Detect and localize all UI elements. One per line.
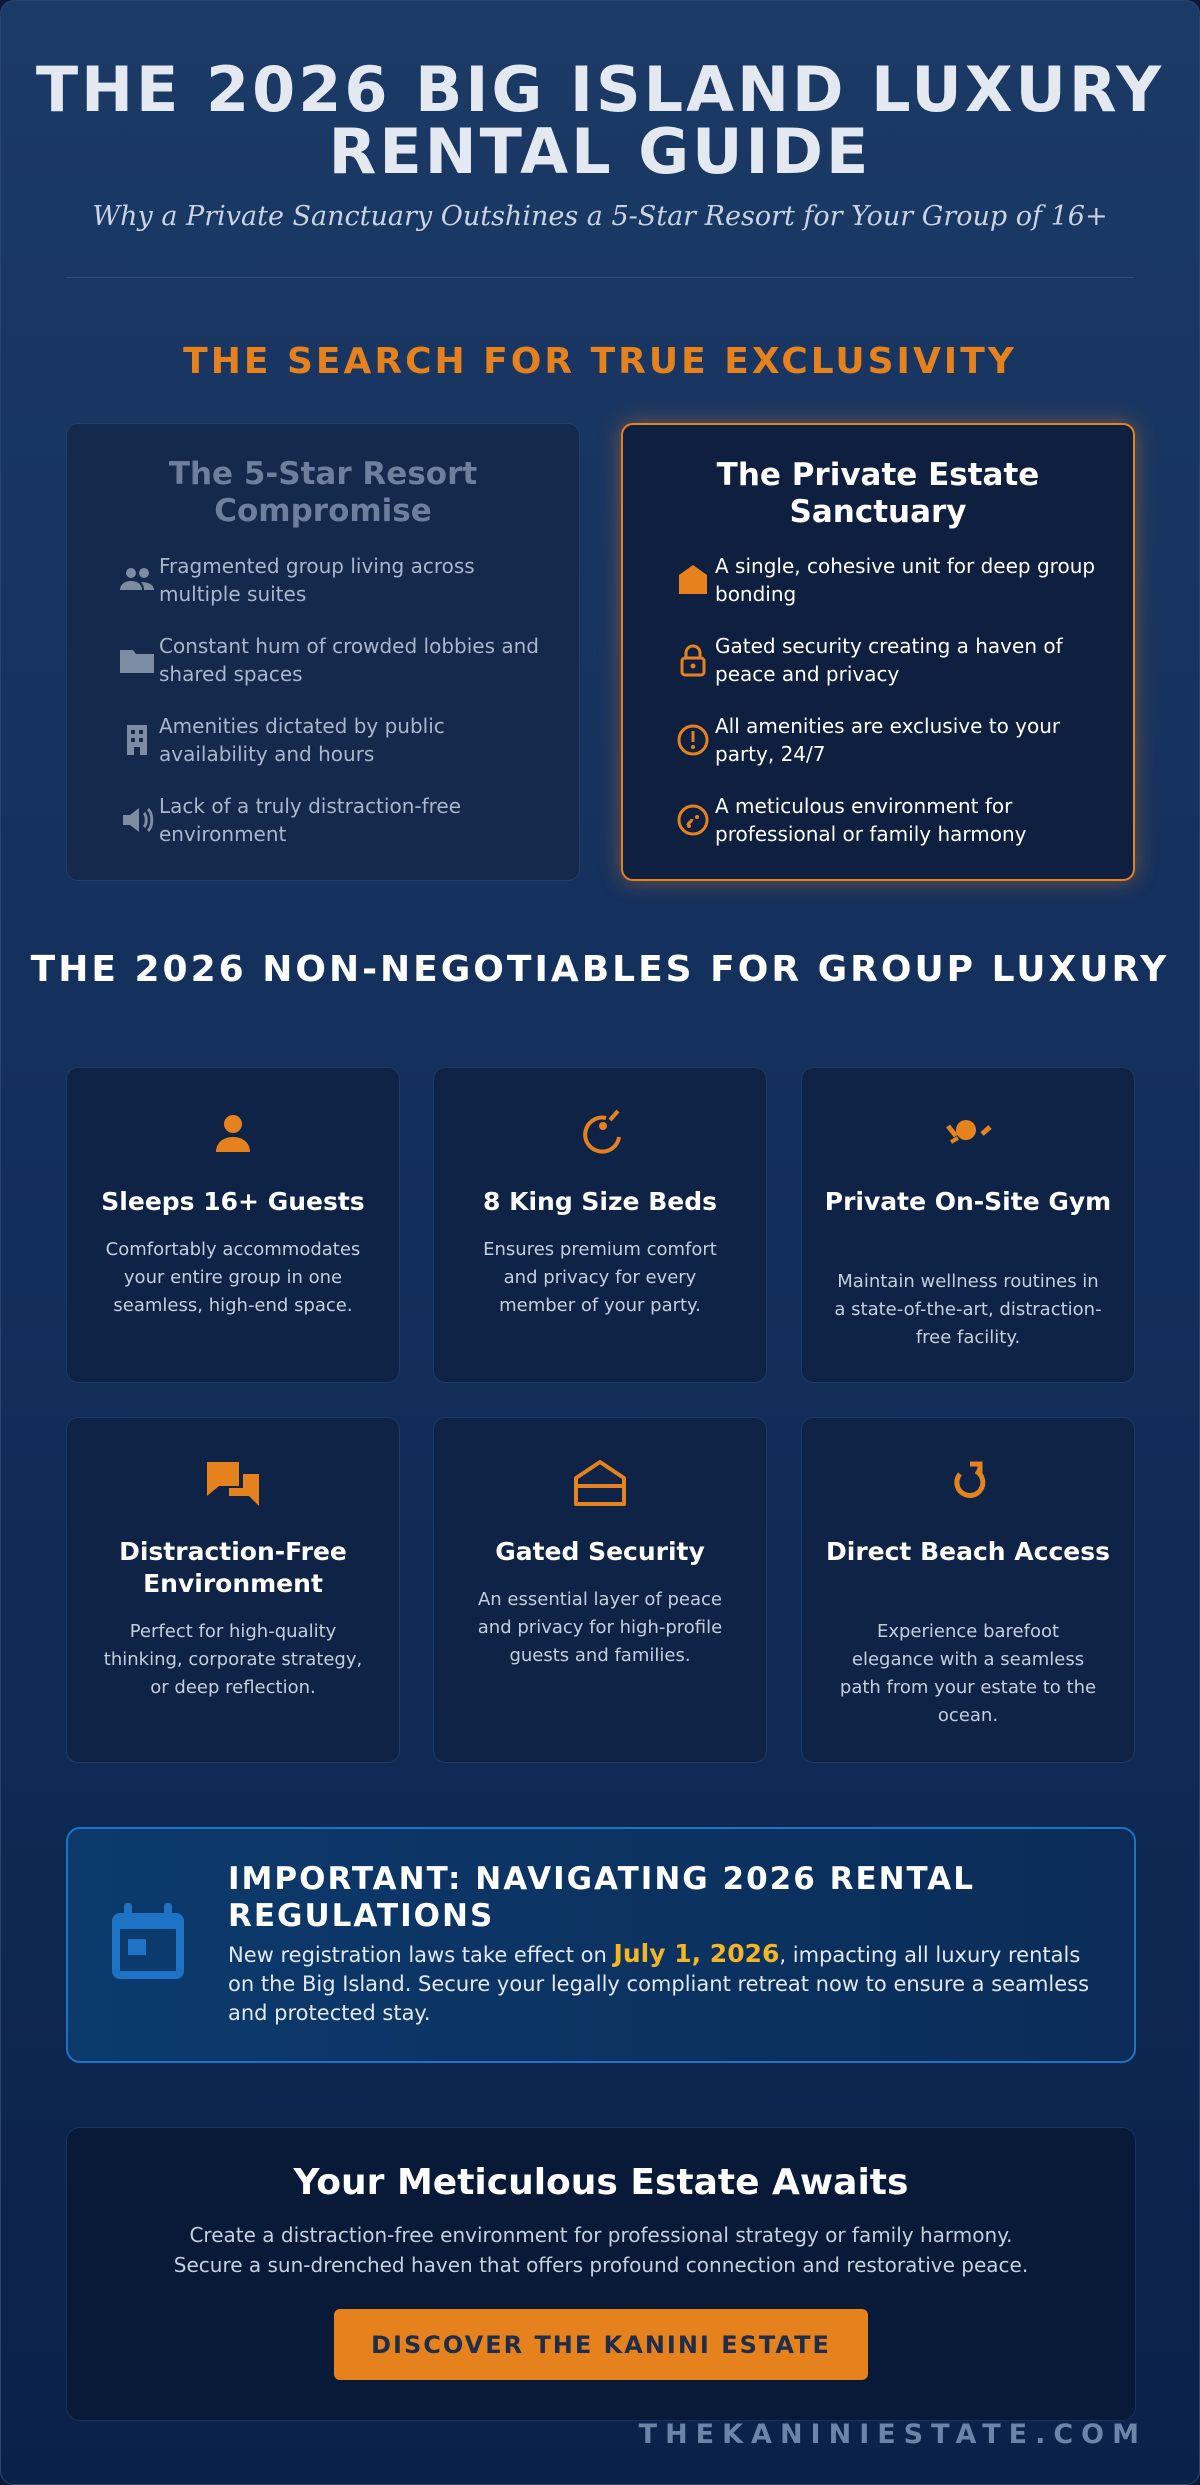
feature-card [66, 1067, 400, 1383]
feature-card [801, 1417, 1135, 1763]
feature-title: Distraction-Free Environment [119, 1537, 347, 1598]
feature-card [801, 1067, 1135, 1383]
feature-card [66, 1417, 400, 1763]
chat-icon [67, 1454, 399, 1514]
notice-body [228, 1939, 1094, 2028]
resort-item [97, 792, 549, 862]
private-item [653, 712, 1103, 782]
exclusive-icon [673, 720, 713, 760]
resort-compromise-card [66, 423, 580, 881]
page-title-text: THE 2026 BIG ISLAND LUXURY RENTAL GUIDE [35, 53, 1165, 188]
private-estate-card [621, 423, 1135, 881]
home-icon [673, 560, 713, 600]
feature-title: Gated Security [495, 1537, 705, 1566]
resort-card-title: The 5-Star Resort Compromise [168, 456, 478, 529]
resort-item-text: Constant hum of crowded lobbies and shared spaces [159, 634, 539, 686]
private-item-text: A single, cohesive unit for deep group bonding [715, 554, 1096, 606]
feature-card [433, 1417, 767, 1763]
feature-desc: Perfect for high-quality thinking, corporate strategy, or deep reflection. [103, 1621, 363, 1698]
feature-desc: Comfortably accommodates your entire group in one seamless, high-end space. [105, 1239, 361, 1316]
resort-item [97, 552, 549, 622]
harmony-icon [673, 800, 713, 840]
private-item [653, 792, 1103, 862]
nonnegotiables-heading: THE 2026 NON-NEGOTIABLES FOR GROUP LUXURY [30, 949, 1170, 990]
resort-item [97, 632, 549, 702]
feature-title: Sleeps 16+ Guests [101, 1187, 365, 1216]
notice-body-prefix: New registration laws take effect on [228, 1943, 614, 1967]
folder-icon [117, 640, 157, 680]
cta-line: Create a distraction-free environment for professional strategy or family harmony. [189, 2223, 1013, 2247]
feature-title: Private On-Site Gym [824, 1187, 1112, 1216]
private-item [653, 632, 1103, 702]
building-icon [117, 720, 157, 760]
notice-body-suffix: , impacting all luxury rentals on the Big Island. Secure your legally compliant retreat now to ensure a seamless and protected stay. [228, 1943, 1090, 2025]
lock-icon [673, 640, 713, 680]
calendar-icon [108, 1899, 188, 1983]
private-item [653, 552, 1103, 622]
security-icon [434, 1454, 766, 1514]
private-item-text: Gated security creating a haven of peace and privacy [715, 634, 1063, 686]
search-section-heading: THE SEARCH FOR TRUE EXCLUSIVITY [183, 341, 1017, 382]
feature-desc: Maintain wellness routines in a state-of-the-art, distraction-free facility. [834, 1271, 1102, 1348]
feature-desc: Ensures premium comfort and privacy for every member of your party. [483, 1239, 717, 1316]
feature-card [433, 1067, 767, 1383]
regulations-notice [66, 1827, 1136, 2063]
gym-icon [802, 1104, 1134, 1164]
private-card-title: The Private Estate Sanctuary [716, 457, 1040, 530]
cta-line: Secure a sun-drenched haven that offers profound connection and restorative peace. [173, 2253, 1029, 2277]
resort-item-text: Amenities dictated by public availability and hours [159, 714, 445, 766]
cta-panel [66, 2127, 1136, 2421]
feature-desc: Experience barefoot elegance with a seamless path from your estate to the ocean. [839, 1621, 1097, 1726]
speaker-icon [117, 800, 157, 840]
feature-title: Direct Beach Access [826, 1537, 1110, 1566]
private-item-text: All amenities are exclusive to your party, 24/7 [715, 714, 1061, 766]
header-divider [66, 277, 1134, 278]
notice-title: IMPORTANT: NAVIGATING 2026 RENTAL REGULATIONS [228, 1861, 976, 1934]
notice-date-highlight: July 1, 2026 [613, 1939, 780, 1968]
cta-body [97, 2220, 1105, 2280]
discover-estate-button[interactable]: DISCOVER THE KANINI ESTATE [334, 2309, 868, 2380]
bed-icon [434, 1104, 766, 1164]
footer-website-link[interactable]: THEKANINIESTATE.COM [638, 2419, 1147, 2450]
feature-title: 8 King Size Beds [482, 1187, 717, 1216]
feature-desc: An essential layer of peace and privacy for high-profile guests and families. [477, 1589, 723, 1666]
resort-item-text: Lack of a truly distraction-free environment [159, 794, 462, 846]
resort-item-text: Fragmented group living across multiple suites [159, 554, 475, 606]
group-icon [117, 560, 157, 600]
guest-icon [67, 1104, 399, 1164]
page-subtitle: Why a Private Sanctuary Outshines a 5-Star Resort for Your Group of 16+ [92, 201, 1108, 232]
cta-title: Your Meticulous Estate Awaits [293, 2162, 909, 2203]
resort-item [97, 712, 549, 782]
beach-icon [802, 1454, 1134, 1514]
private-item-text: A meticulous environment for professional or family harmony [715, 794, 1027, 846]
page-title [1, 53, 1199, 188]
